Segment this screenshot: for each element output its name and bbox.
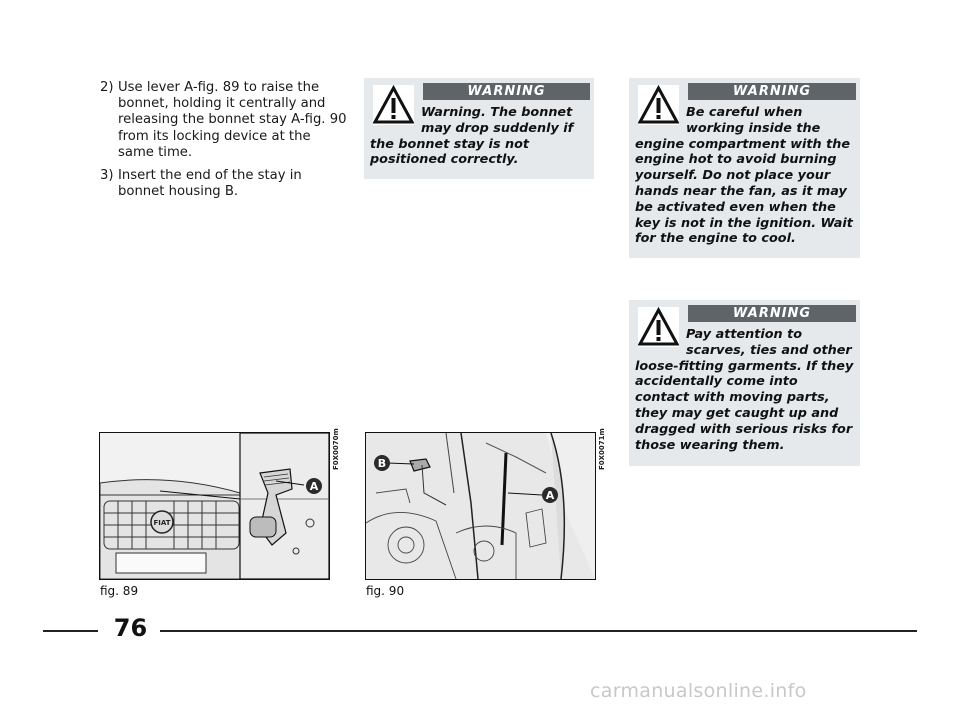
warning-text: Pay attention to scarves, ties and other loose-fitting garments. If they accidentally come into contact with moving parts, they may get caught up and dragged with serious risks for those wearing them.: [635, 327, 854, 453]
page-number: 76: [113, 614, 148, 642]
figure-caption: fig. 90: [366, 584, 405, 598]
step-item: [100, 168, 350, 200]
figure-code: F0X0071m: [598, 428, 606, 470]
warning-box-bonnet: [364, 78, 594, 179]
callout-a-label: A: [309, 480, 319, 493]
step-number: 3): [100, 168, 114, 184]
step-item: [100, 80, 350, 161]
warning-text: Warning. The bonnet may drop suddenly if the bonnet stay is not positioned correctly.: [370, 105, 574, 168]
warning-header: WARNING: [423, 83, 590, 100]
figure-code: F0X0070m: [332, 428, 340, 470]
step-text: Insert the end of the stay in bonnet housing B.: [118, 168, 302, 200]
warning-text: Be careful when working inside the engine compartment with the engine hot to avoid burning yourself. Do not place your hands near the fan, as it may be activated even when the key is not in the ignition. Wait for the engine to cool.: [635, 105, 853, 247]
warning-header: WARNING: [688, 83, 856, 100]
footer-rule-left: [43, 630, 98, 632]
warning-box-engine-hot: [629, 78, 860, 258]
callout-b-label: B: [377, 457, 387, 470]
instruction-steps: [100, 80, 350, 207]
watermark: carmanualsonline.info: [590, 680, 807, 702]
figure-89-bonnet-lever: [99, 432, 330, 580]
warning-header: WARNING: [688, 305, 856, 322]
step-number: 2): [100, 80, 114, 95]
warning-box-garments: [629, 300, 860, 466]
callout-a-label: A: [545, 489, 555, 502]
step-text: Use lever A-fig. 89 to raise the bonnet, holding it centrally and releasing the bonnet stay A-fig. 90 from its locking device at the same time.: [118, 80, 347, 160]
svg-text:FIAT: FIAT: [153, 519, 171, 527]
figure-90-bonnet-stay: [365, 432, 596, 580]
footer-rule-right: [160, 630, 917, 632]
figure-caption: fig. 89: [100, 584, 139, 598]
